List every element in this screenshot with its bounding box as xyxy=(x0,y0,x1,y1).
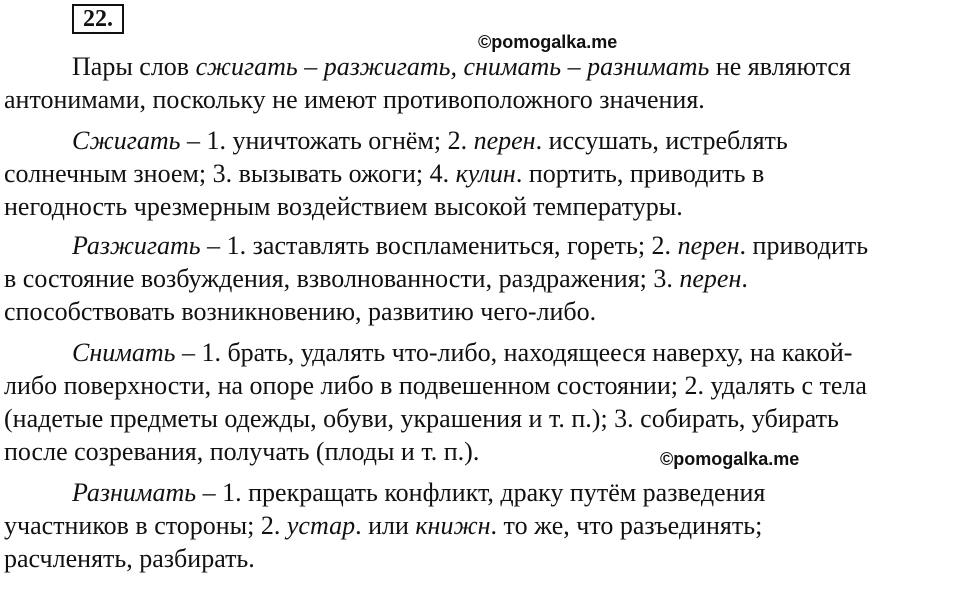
italic-segment: сжигать – разжигать, снимать – разнимать xyxy=(195,52,710,81)
text-line xyxy=(4,336,954,369)
text-line: (надетые предметы одежды, обуви, украшения и т. п.); 3. собирать, убирать xyxy=(4,404,839,433)
text-segment: – 1. уничтожать огнём; 2. xyxy=(180,126,474,155)
paragraph-intro xyxy=(4,50,954,116)
italic-segment: перен xyxy=(679,264,742,293)
text-segment: – 1. заставлять воспламениться, гореть; 2. xyxy=(200,231,678,260)
italic-segment: устар xyxy=(286,511,356,540)
paragraph-razzhigat xyxy=(4,229,954,328)
headword: Снимать xyxy=(72,338,176,367)
text-segment: – 1. брать, удалять что-либо, находящееся наверху, на какой- xyxy=(175,338,853,367)
italic-segment: кулин xyxy=(455,159,516,188)
headword: Разжигать xyxy=(72,231,201,260)
text-segment: . приводить xyxy=(739,231,869,260)
text-line xyxy=(4,157,954,190)
text-segment: . или xyxy=(355,511,416,540)
text-segment: солнечным зноем; 3. вызывать ожоги; 4. xyxy=(4,159,456,188)
text-line xyxy=(4,50,954,83)
text-segment: в состояние возбуждения, взволнованности, раздражения; 3. xyxy=(4,264,680,293)
text-segment: . портить, приводить в xyxy=(515,159,765,188)
paragraph-raznimat xyxy=(4,476,954,575)
text-segment: . xyxy=(741,264,748,293)
text-line: негодность чрезмерным воздействием высокой температуры. xyxy=(4,192,683,221)
text-line xyxy=(4,476,954,509)
watermark-bottom: ©pomogalka.me xyxy=(660,449,800,469)
text-line: способствовать возникновению, развитию чего-либо. xyxy=(4,297,597,326)
text-line: после созревания, получать (плоды и т. п.). xyxy=(4,437,480,466)
text-line: либо поверхности, на опоре либо в подвешенном состоянии; 2. удалять с тела xyxy=(4,371,867,400)
answer-text xyxy=(4,50,954,575)
text-segment: . иссушать, истреблять xyxy=(535,126,788,155)
italic-segment: книжн xyxy=(415,511,491,540)
text-line xyxy=(4,509,954,542)
headword: Сжигать xyxy=(72,126,181,155)
text-segment: . то же, что разъединять; xyxy=(490,511,763,540)
text-segment: – 1. прекращать конфликт, драку путём разведения xyxy=(196,478,766,507)
watermark-top: ©pomogalka.me xyxy=(478,32,618,52)
text-line: антонимами, поскольку не имеют противоположного значения. xyxy=(4,85,705,114)
text-segment: не являются xyxy=(709,52,851,81)
text-line xyxy=(4,262,954,295)
text-line: расчленять, разбирать. xyxy=(4,544,255,573)
headword: Разнимать xyxy=(72,478,197,507)
paragraph-snimat xyxy=(4,336,954,468)
text-line xyxy=(4,124,954,157)
text-segment: Пары слов xyxy=(72,52,196,81)
italic-segment: перен xyxy=(677,231,740,260)
paragraph-szhigat xyxy=(4,124,954,223)
text-segment: участников в стороны; 2. xyxy=(4,511,287,540)
task-number: 22. xyxy=(72,4,124,34)
italic-segment: перен xyxy=(473,126,536,155)
text-line xyxy=(4,229,954,262)
